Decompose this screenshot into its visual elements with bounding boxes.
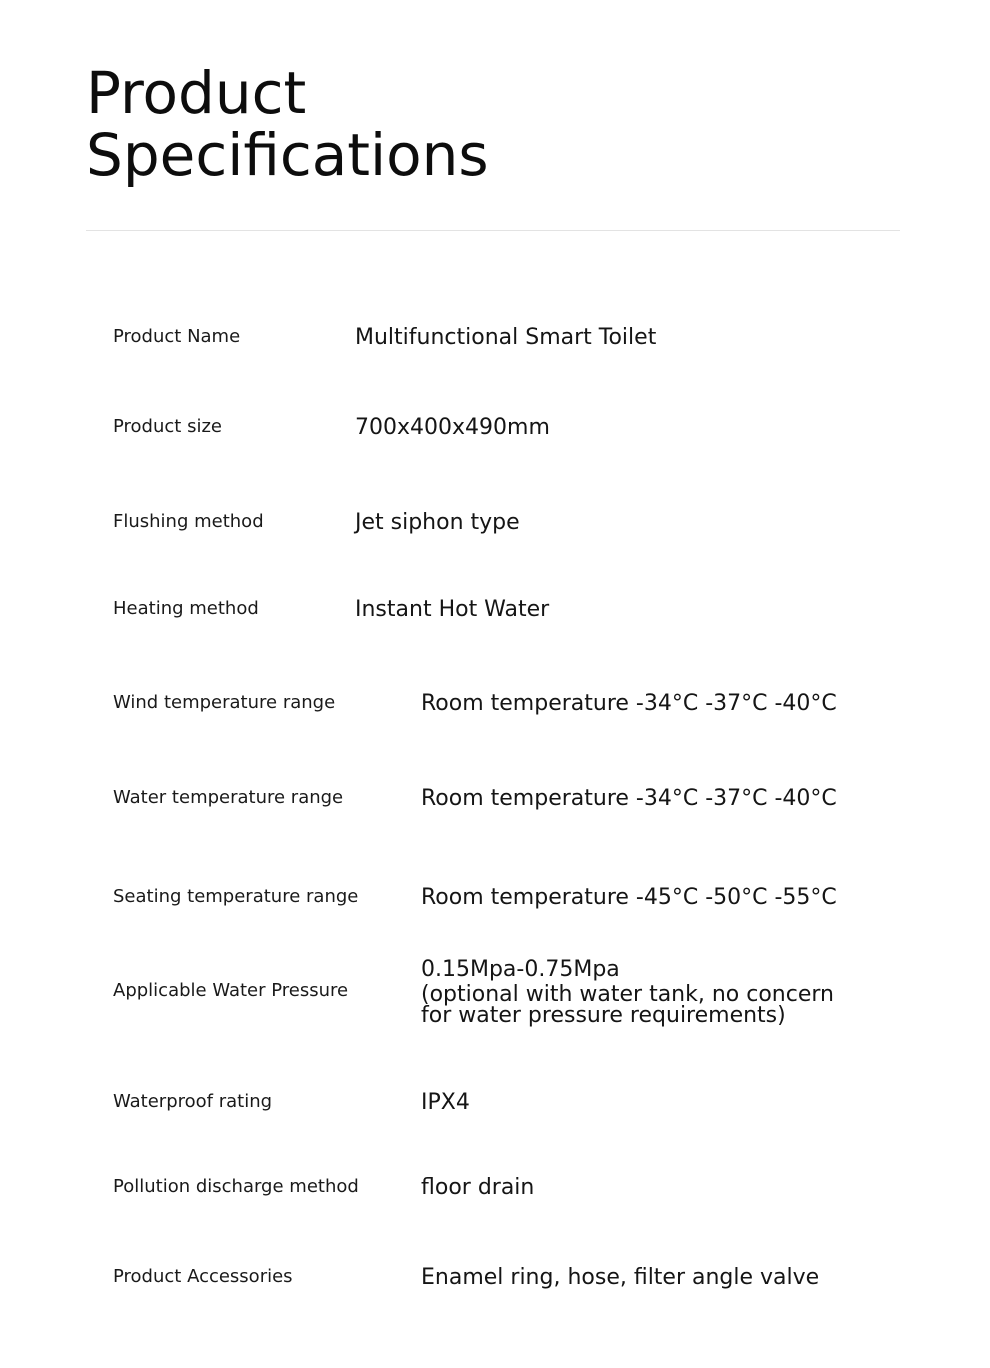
page-title-line-1: Product — [86, 59, 307, 127]
spec-label: Heating method — [113, 598, 259, 619]
spec-value: Room temperature -34°C -37°C -40°C — [421, 691, 837, 716]
spec-value: IPX4 — [421, 1090, 470, 1115]
spec-value: Room temperature -34°C -37°C -40°C — [421, 786, 837, 811]
title-divider — [86, 230, 900, 231]
spec-value-main: 0.15Mpa-0.75Mpa — [421, 957, 620, 982]
spec-label: Applicable Water Pressure — [113, 980, 349, 1001]
spec-label: Flushing method — [113, 511, 264, 532]
spec-label: Water temperature range — [113, 787, 344, 808]
spec-label: Wind temperature range — [113, 692, 336, 713]
spec-label: Waterproof rating — [113, 1091, 273, 1112]
spec-value — [421, 956, 834, 1026]
spec-label: Product Name — [113, 326, 241, 347]
spec-value: Enamel ring, hose, filter angle valve — [421, 1265, 820, 1290]
spec-value: 700x400x490mm — [355, 415, 550, 440]
spec-value: Multifunctional Smart Toilet — [355, 325, 657, 350]
page-title — [86, 59, 489, 189]
spec-label: Product Accessories — [113, 1266, 293, 1287]
spec-value: Jet siphon type — [355, 510, 520, 535]
spec-label: Product size — [113, 416, 222, 437]
spec-value: Room temperature -45°C -50°C -55°C — [421, 885, 837, 910]
page-title-line-2: Specifications — [86, 121, 489, 189]
spec-label: Pollution discharge method — [113, 1176, 359, 1197]
spec-value: Instant Hot Water — [355, 597, 550, 622]
spec-value-note-line-1: (optional with water tank, no concern — [421, 982, 834, 1007]
spec-value-note-line-2: for water pressure requirements) — [421, 1003, 786, 1028]
spec-value: floor drain — [421, 1175, 535, 1200]
spec-label: Seating temperature range — [113, 886, 359, 907]
